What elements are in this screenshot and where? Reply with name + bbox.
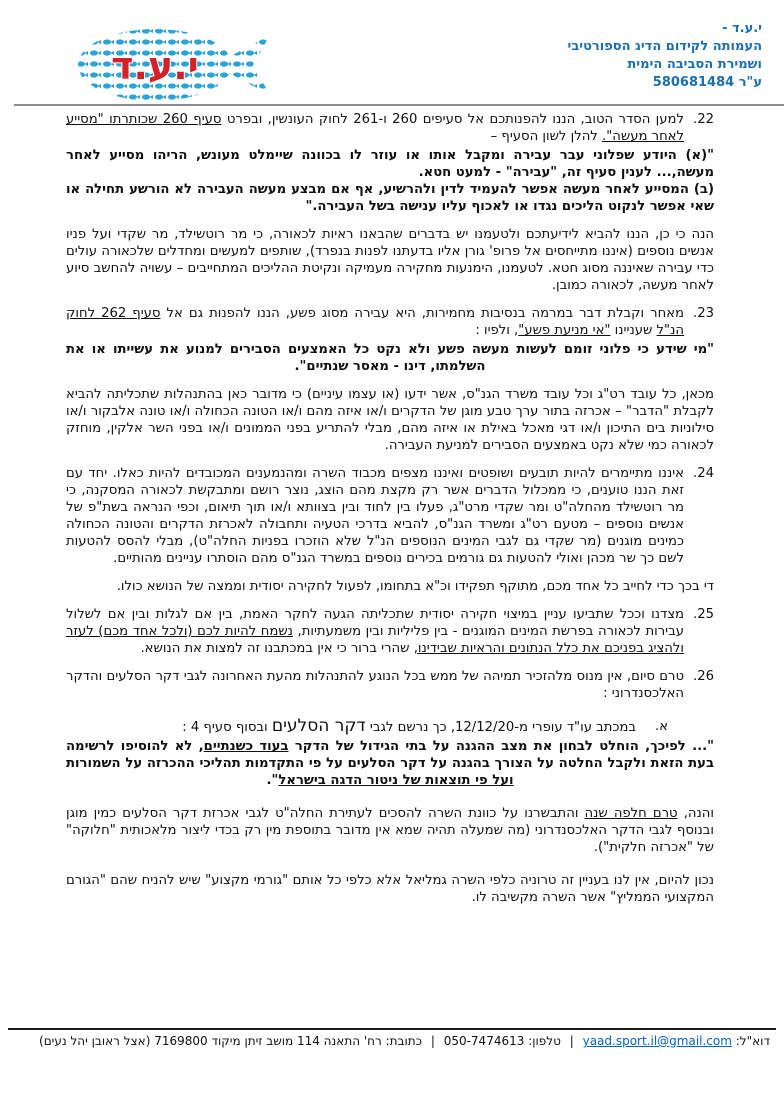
footer-separator: |	[569, 1034, 574, 1048]
text-segment: מכאן, כל עובד רט"ג וכל עובד משרד הגנ"ס, אשר ידעו (או עצמו עיניים) כי מדובר כאן בהתנהלות שתכליתה להביא לקבלת "הדבר" – אכרזה בתור ערך טבע מוגן של הדקרים ו/או איזה מהם ו/או הטונה הכחולה ו/או טונה אלבקור ו/או סילוניות בים התיכון ו/או דגי מאכל באילת או איזה מהם, מבלי להתריע בפני הממונים ו/או בפני השר אלקין, מוחזק לכאורה כמי שלא נקט באמצעים הסבירים למניעת העבירה.	[66, 387, 714, 453]
text-segment: טרם חלפה שנה	[584, 806, 678, 821]
list-marker: 22.	[693, 112, 714, 127]
fish-tail	[214, 35, 270, 95]
text-segment: והנה,	[677, 806, 714, 821]
text-segment: במכתב עו"ד עופרי מ-12/12/20, כך נרשם לגבי	[365, 720, 636, 735]
text-segment: שעניינו	[610, 323, 657, 338]
text-segment: להלן לשון הסעיף –	[490, 129, 602, 144]
fish-logo-graphic	[76, 26, 272, 104]
list-item	[66, 668, 714, 702]
footer-phone-label: טלפון:	[528, 1034, 561, 1048]
text-segment: (ב) המסייע לאחר מעשה אפשר להעמיד לדין ולהרשיע, אף אם מבצע מעשה העבירה לא הורשע תחילה או שאי אפשר לנקוט הליכים נגדו או לאכוף עליו ענישה בשל העבירה."	[66, 182, 714, 214]
list-marker: 23.	[693, 306, 714, 321]
footer	[14, 1033, 770, 1049]
footer-divider	[8, 1028, 776, 1030]
org-registration-number: ע"ר 580681484	[652, 75, 762, 90]
text-segment: "מי שידע כי פלוני זומם לעשות מעשה פשע ולא נקט כל האמצעים הסבירים למנוע את עשייתו או את השלמתו, דינו - מאסר שנתיים".	[66, 342, 714, 374]
list-item-text	[66, 668, 684, 702]
text-segment: , ולפיו :	[475, 323, 519, 338]
quote-block	[66, 147, 714, 215]
list-marker: א.	[654, 719, 668, 734]
list-item	[66, 606, 714, 657]
text-segment: טרם סיום, אין מנוס מלהזכיר תמיהה של ממש בכל הנוגע להתנהלות מהעת האחרונה לגבי דקר הסלעים והדקר האלכסנדרוני :	[66, 669, 684, 701]
paragraph	[66, 226, 714, 294]
text-segment: סעיף 260 שכותרתו "מסייע לאחר מעשה".	[66, 112, 684, 144]
list-marker: 26.	[693, 669, 714, 684]
document-body	[66, 111, 714, 906]
list-item-text	[66, 111, 684, 145]
text-segment: נשמח להיות לכם (ולכל אחד מכם) לעזר ולהציג בפניכם את כלל הנתונים והראיות שבידינו,	[66, 624, 684, 656]
org-name-line1: העמותה לקידום הדיג הספורטיבי	[567, 39, 762, 54]
text-segment: "אי מניעת פשע"	[518, 323, 611, 338]
quote-block	[66, 341, 714, 375]
paragraph	[66, 872, 714, 906]
text-segment: שהרי ברור כי אין במכתבנו זה למצות את הנושא.	[140, 641, 414, 656]
text-segment: למען הסדר הטוב, הננו להפנותכם אל סעיפים 260 ו-261 לחוק העונשין, ובפרט	[221, 112, 684, 127]
footer-phone: 050-7474613	[443, 1034, 525, 1048]
footer-separator: |	[430, 1034, 435, 1048]
list-item-text	[66, 606, 684, 657]
text-segment: סעיף 262 לחוק הנ"ל	[66, 306, 684, 338]
footer-email-link[interactable]: yaad.sport.il@gmail.com	[582, 1034, 732, 1048]
text-segment: "(א) היודע שפלוני עבר עבירה ומקבל אותו או עוזר לו בכוונה שיימלט מעונש, הריהו מסייע לאחר מעשה,... לענין סעיף זה, "עבירה" - למעט חטא.	[66, 148, 714, 180]
text-segment: איננו מתיימרים להיות תובעים ושופטים ואיננו מצפים מכבוד השרה ומהנמענים המכובדים להיות כאלו. יחד עם זאת הננו טוענים, כי ממכלול הדברים אשר רק מקצת מהם הוצג, נוצר רושם ומתבקשת לכאורה המסקנה, כי מר רוטשילד מהחלה"ט ומר שקדי מרט"ג, פעלו בין לחוד ובין בצוותא ו/או תוך תיאום, וכפי הנראה בשת"פ של אנשים נוספים – מטעם רט"ג ומשרד הגנ"ס, להביא בדרכי הטעיה ותחבולה לאכרזת הדקרים והטונה הכחולה כמינים מוגנים (מר שקדי גם לגבי המינים הנוספים הנ"ל שלא הוזכרו בפניות החלה"ט), מבלי להסס להטעות לשם כך שר מכהן ואולי להטעות גם גורמים בכירים נוספים במשרד הגנ"ס מהם הוסתרו עניינים מהותיים.	[66, 466, 684, 566]
text-segment: מצדנו וככל שתביעו עניין במיצוי חקירה יסודית שתכליתה הגעה לחקר האמת, בין אם לגלות ובין אם לשלול עבירות לכאורה בפרשת המינים המוגנים - בין פליליות ובין משמעתיות,	[66, 607, 684, 639]
text-segment: ".	[266, 773, 279, 788]
list-marker: 24.	[693, 466, 714, 481]
paragraph	[66, 386, 714, 454]
text-segment: בעוד כשנתיים	[203, 739, 289, 754]
footer-email-label: דוא"ל:	[735, 1034, 770, 1048]
sub-list-item	[66, 718, 714, 736]
text-segment: ובסוף סעיף 4 :	[182, 720, 272, 735]
text-segment: "... לפיכך, הוחלט לבחון את מצב ההגנה על בתי הגידול של הדקר	[288, 739, 714, 754]
org-header	[568, 20, 763, 92]
text-segment: די בכך כדי לחייב כל אחד מכם, מתוקף תפקידו וכ"א בתחומו, לפעול לחקירה יסודית וממצה של הנושא כולו.	[116, 579, 714, 594]
list-item	[66, 111, 714, 145]
text-segment: , לא להוסיפו לרשימה בעת הזאת ולקבל החלטה על הצורך בהגנה על דקר הסלעים על פי התקדמות תהליכי ההכרזה על השמורות	[66, 739, 714, 771]
org-acronym: י.ע.ד -	[722, 21, 762, 36]
text-segment: מאחר וקבלת דבר במרמה בנסיבות מחמירות, היא עבירה מסוג פשע, הננו להפנות גם אל	[160, 306, 684, 321]
paragraph	[66, 805, 714, 856]
text-segment: נכון להיום, אין לנו בעניין זה טרוניה כלפי השרה גמליאל אלא כלפי כל אותם "גורמי מקצוע" שיש להניח שהם "הגורם המקצועי הממליץ" אשר השרה מקשיבה לו.	[66, 873, 714, 905]
footer-address: רח' התאנה 114 מושב זיתן מיקוד 7169800 (אצל ראובן יהל נעים)	[39, 1034, 382, 1048]
list-item	[66, 465, 714, 567]
header-divider	[14, 104, 784, 106]
list-item-text	[66, 305, 684, 339]
paragraph	[66, 578, 714, 595]
list-item	[66, 305, 714, 339]
org-logo	[76, 26, 272, 108]
footer-address-label: כתובת:	[385, 1034, 422, 1048]
list-marker: 25.	[693, 607, 714, 622]
list-item-text	[66, 718, 636, 736]
list-item-text	[66, 465, 684, 567]
logo-acronym-text: י.ע.ד	[111, 44, 199, 88]
text-segment: ועל פי תוצאות של ניטור הדגה בישראל	[278, 773, 514, 788]
org-name-line2: ושמירת הסביבה הימית	[627, 57, 762, 72]
text-segment: והתבשרנו על כוונת השרה להסכים לעתירת החלה"ט לגבי אכרזת דקר הסלעים כמין מוגן ובנוסף לגבי הדקר האלכסנדרוני (מה שמעלה תהיה שמא אין מדובר בתוספת מין רק בכדי ליצור מלאכותית "חלוקה" של "אכרזה חלקית").	[66, 806, 714, 855]
text-segment: הנה כי כן, הננו להביא לידיעתכם ולטעמנו יש בדברים שהבאנו ראיות לכאורה, כי מר רוטשילד, מר שקדי ועל פניו אנשים נוספים (איננו מתייחסים אל פרופ' גורן אליו בדעתנו לפנות בנפרד), שותפים למעשים ומחדלים שלכאורה עולים כדי עבירה שאיננה מסוג חטא. לטעמנו, הימנעות מחקירה מעמיקה ונקיטת ההליכים המתחייבים – עשויה להחשב סיוע לאחר מעשה, לכאורה כמובן.	[66, 227, 714, 293]
text-segment: דקר הסלעים	[271, 716, 366, 736]
quote-block	[66, 738, 714, 789]
